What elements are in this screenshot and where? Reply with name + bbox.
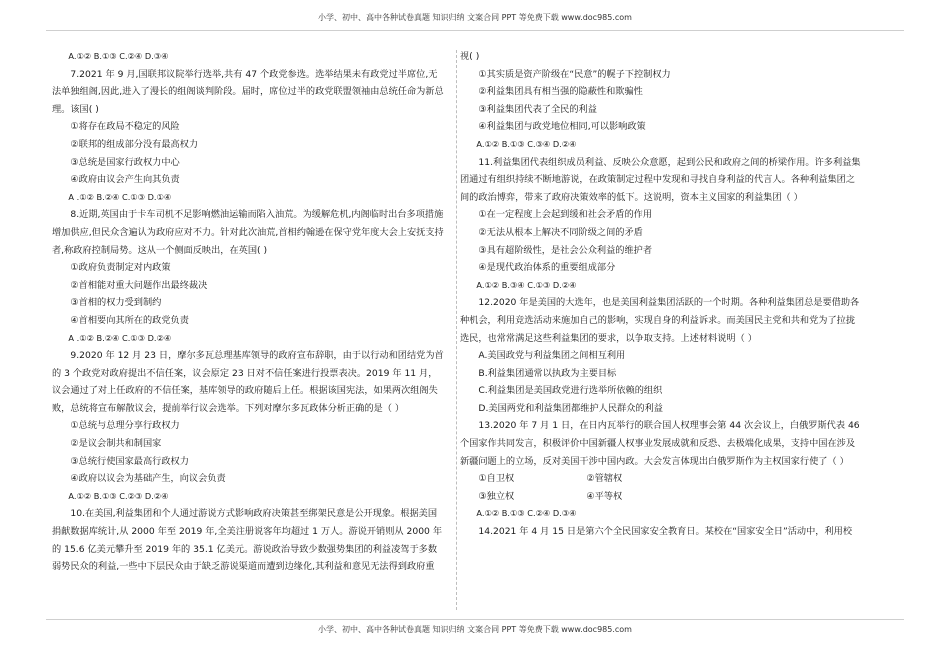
- question-13: 13.2020 年 7 月 1 日，在日内瓦举行的联合国人权理事会第 44 次会议上，白俄罗斯代表 46 个国家作共同发言，积极评价中国新疆人权事业发展成就和反恐、去极端化成果，支持中国在涉及新疆问题上的立场，反对美国干涉中国内政。大会发言体现出白俄罗斯作为主权国家行使了（ ）: [460, 420, 860, 467]
- option-item: A.美国政党与利益集团之间相互利用: [478, 350, 626, 362]
- question-10-continued: 视( ): [460, 51, 480, 62]
- option-item: ①在一定程度上会起到缓和社会矛盾的作用: [478, 209, 653, 221]
- option-item: ①总统与总理分享行政权力: [70, 420, 180, 432]
- option-item: ②无法从根本上解决不同阶级之间的矛盾: [478, 226, 643, 238]
- page-footer: 小学、初中、高中各种试卷真题 知识归纳 文案合同 PPT 等免费下载 www.doc985.com: [318, 625, 632, 634]
- option-item: ④平等权: [586, 490, 623, 502]
- answer-options: A.①② B.①③ C.②③ D.②④: [68, 490, 169, 501]
- option-item: ④首相要向其所在的政党负责: [70, 314, 189, 326]
- option-item: ③总统是国家行政权力中心: [70, 156, 180, 168]
- option-item: ②联邦的组成部分没有最高权力: [70, 138, 199, 150]
- question-7: 7.2021 年 9 月,国联邦议院举行选举,共有 47 个政党参选。选举结果未有政党过半席位,无法单独组阁,因此,进入了漫长的组阁谈判阶段。届时，席位过半的政党联盟领袖由总统任命为新总理。该国( ): [52, 68, 444, 115]
- answer-options: A.①② B.①③ C.②④ D.③④: [476, 508, 577, 519]
- option-item: ②利益集团具有相当强的隐蔽性和欺骗性: [478, 86, 643, 98]
- option-item: ④是现代政治体系的重要组成部分: [478, 262, 616, 274]
- question-14: 14.2021 年 4 月 15 日是第六个全民国家安全教育日。某校在“国家安全日”活动中，利用校: [478, 526, 853, 538]
- option-item: ①其实质是资产阶级在“民意”的幌子下控制权力: [478, 68, 671, 80]
- option-item: C.利益集团是美国政党进行选举所依赖的组织: [478, 385, 663, 397]
- question-11: 11.利益集团代表组织成员利益、反映公众意愿，起到公民和政府之间的桥梁作用。许多利益集团通过有组织持续不断地游说，在政策制定过程中发现和寻找自身利益的代言人。各种利益集团之间的政治博弈，带来了政府决策效率的低下。这说明，资本主义国家的利益集团（ ）: [460, 156, 861, 203]
- option-item: D.美国两党和利益集团都维护人民群众的利益: [478, 402, 663, 414]
- right-column: [460, 48, 862, 541]
- answer-options: A .①② B.②④ C.①③ D.②④: [68, 332, 172, 343]
- option-row: [460, 470, 862, 488]
- answer-options: A.①② B.③④ C.①③ D.②④: [476, 279, 577, 290]
- option-item: ③具有超阶级性，是社会公众利益的维护者: [478, 244, 653, 256]
- option-row: [460, 488, 862, 506]
- option-item: ③独立权: [478, 490, 515, 502]
- header-rule: [46, 30, 904, 31]
- option-item: ①将存在政局不稳定的风险: [70, 121, 180, 133]
- answer-options: A.①② B.①③ C.③④ D.②④: [476, 138, 577, 149]
- question-9: 9.2020 年 12 月 23 日，摩尔多瓦总理基库领导的政府宣布辞职，由于以行动和团结党为首的 3 个政党对政府提出不信任案，议会原定 23 日对不信任案进行投票表决。2019 年 11 月，议会通过了对上任政府的不信任案，基库领导的政府随后上任。根据该国宪法，如果两次组阁失败，总统将宣布解散议会，提前举行议会选举。下列对摩尔多瓦政体分析正确的是（ ）: [52, 350, 444, 414]
- question-8: 8.近期,英国由于卡车司机不足影响燃油运输而陷入油荒。为缓解危机,内阁临时出台多项措施增加供应,但民众含遍认为政府应对不力。针对此次油荒,首相约翰逊在保守党年度大会上安抚支持者,称政府控制局势。这从一个侧面反映出，在英国( ): [52, 209, 444, 256]
- left-column: [52, 48, 444, 576]
- option-item: ④利益集团与政党地位相同,可以影响政策: [478, 121, 646, 133]
- option-item: ③首相的权力受到制约: [70, 297, 162, 309]
- footer-rule: [46, 619, 904, 620]
- column-divider: [456, 50, 457, 610]
- page-header: 小学、初中、高中各种试卷真题 知识归纳 文案合同 PPT 等免费下载 www.doc985.com: [318, 13, 632, 22]
- option-item: ②首相能对重大问题作出最终裁决: [70, 279, 208, 291]
- option-item: ④政府由议会产生向其负责: [70, 174, 180, 186]
- option-item: ②管辖权: [586, 473, 623, 485]
- option-item: ③总统行使国家最高行政权力: [70, 455, 189, 467]
- option-item: B.利益集团通常以执政为主要目标: [478, 367, 617, 379]
- option-item: ③利益集团代表了全民的利益: [478, 103, 597, 115]
- option-item: ①自卫权: [478, 473, 515, 485]
- option-item: ②是议会制共和制国家: [70, 438, 162, 450]
- question-10: 10.在美国,利益集团和个人通过游说方式影响政府决策甚至绑架民意是公开现象。根据美国捐献数据库统计,从 2000 年至 2019 年,全美注册说客年均超过 1 万人。游说开销则从 2000 年的 15.6 亿美元攀升至 2019 年的 35.1 亿美元。游说政治导致少数强势集团的利益凌驾于多数弱势民众的利益,一些中下层民众由于缺乏游说渠道而遭到边缘化,其利益和意见无法得到政府重: [52, 508, 443, 573]
- option-item: ④政府以议会为基础产生，向议会负责: [70, 473, 226, 485]
- answer-options: A.①② B.①③ C.②④ D.③④: [68, 51, 169, 61]
- option-item: ①政府负责制定对内政策: [70, 262, 171, 274]
- answer-options: A .①② B.②④ C.①③ D.①④: [68, 191, 172, 202]
- question-12: 12.2020 年是美国的大选年，也是美国利益集团活跃的一个时期。各种利益集团总是要借助各种机会，利用竞选活动来施加自己的影响，实现自身的利益诉求。而美国民主党和共和党为了拉拢选民，也常常满足这些利益集团的要求，以争取支持。上述材料说明（ ）: [460, 297, 860, 344]
